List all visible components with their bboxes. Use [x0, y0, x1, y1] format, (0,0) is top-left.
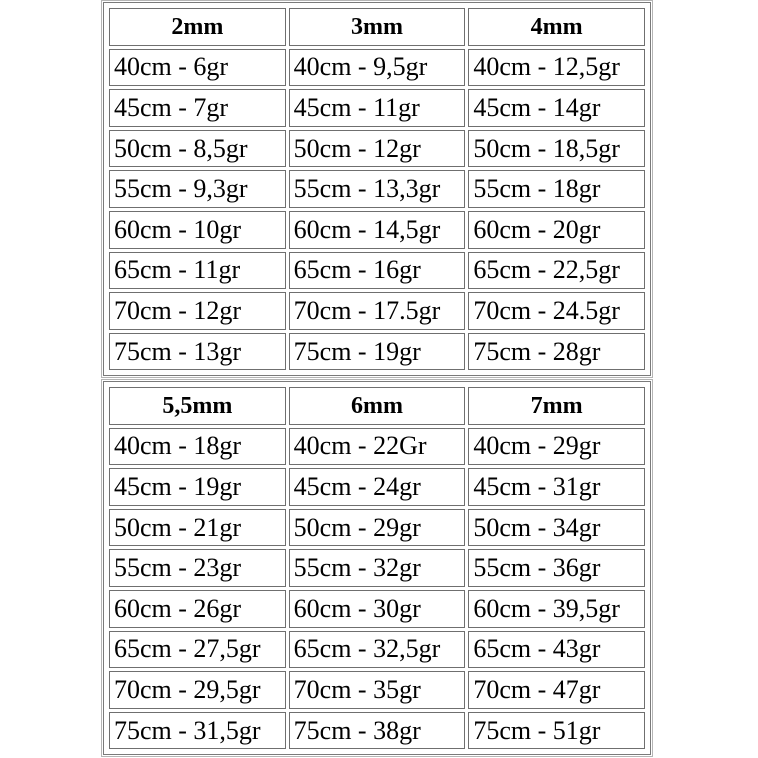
table-cell: 45cm - 19gr [109, 468, 286, 506]
column-header: 7mm [468, 387, 645, 425]
table-row [109, 49, 645, 87]
table-cell: 50cm - 34gr [468, 509, 645, 547]
table-cell: 75cm - 28gr [468, 333, 645, 371]
column-header: 3mm [289, 8, 466, 46]
table-cell: 40cm - 22Gr [289, 428, 466, 466]
table-cell: 50cm - 29gr [289, 509, 466, 547]
table-row [109, 292, 645, 330]
table-cell: 50cm - 18,5gr [468, 130, 645, 168]
table-cell: 65cm - 11gr [109, 252, 286, 290]
table-cell: 60cm - 39,5gr [468, 590, 645, 628]
table-row [109, 211, 645, 249]
table-cell: 50cm - 12gr [289, 130, 466, 168]
table-cell: 45cm - 31gr [468, 468, 645, 506]
table-row [109, 671, 645, 709]
column-header: 4mm [468, 8, 645, 46]
table-cell: 70cm - 35gr [289, 671, 466, 709]
table-cell: 75cm - 51gr [468, 712, 645, 750]
table-row [109, 89, 645, 127]
table-cell: 65cm - 22,5gr [468, 252, 645, 290]
table-cell: 70cm - 12gr [109, 292, 286, 330]
table-cell: 65cm - 32,5gr [289, 631, 466, 669]
table-cell: 75cm - 38gr [289, 712, 466, 750]
table-cell: 55cm - 9,3gr [109, 170, 286, 208]
table-cell: 70cm - 24.5gr [468, 292, 645, 330]
table-cell: 40cm - 29gr [468, 428, 645, 466]
table-row [109, 509, 645, 547]
column-header: 2mm [109, 8, 286, 46]
table-cell: 70cm - 17.5gr [289, 292, 466, 330]
table-cell: 45cm - 24gr [289, 468, 466, 506]
table-cell: 55cm - 18gr [468, 170, 645, 208]
table-row [109, 631, 645, 669]
table-row [109, 712, 645, 750]
table-cell: 50cm - 21gr [109, 509, 286, 547]
table-cell: 40cm - 12,5gr [468, 49, 645, 87]
table-header-row [109, 8, 645, 46]
table-cell: 75cm - 13gr [109, 333, 286, 371]
table-row [109, 333, 645, 371]
column-header: 6mm [289, 387, 466, 425]
table-row [109, 170, 645, 208]
table-cell: 60cm - 14,5gr [289, 211, 466, 249]
table-row [109, 252, 645, 290]
weight-table-5-5-6-7mm [103, 381, 651, 755]
table-row [109, 428, 645, 466]
table-cell: 40cm - 18gr [109, 428, 286, 466]
table-cell: 55cm - 23gr [109, 549, 286, 587]
column-header: 5,5mm [109, 387, 286, 425]
table-cell: 70cm - 29,5gr [109, 671, 286, 709]
table-row [109, 549, 645, 587]
table-cell: 60cm - 10gr [109, 211, 286, 249]
table-cell: 60cm - 20gr [468, 211, 645, 249]
table-header-row [109, 387, 645, 425]
table-cell: 45cm - 11gr [289, 89, 466, 127]
table-cell: 55cm - 13,3gr [289, 170, 466, 208]
table-row [109, 130, 645, 168]
table-cell: 75cm - 31,5gr [109, 712, 286, 750]
table-cell: 40cm - 9,5gr [289, 49, 466, 87]
table-row [109, 468, 645, 506]
table-cell: 55cm - 32gr [289, 549, 466, 587]
table-cell: 65cm - 27,5gr [109, 631, 286, 669]
table-cell: 70cm - 47gr [468, 671, 645, 709]
table-cell: 65cm - 16gr [289, 252, 466, 290]
table-cell: 55cm - 36gr [468, 549, 645, 587]
table-cell: 60cm - 30gr [289, 590, 466, 628]
table-cell: 60cm - 26gr [109, 590, 286, 628]
table-cell: 65cm - 43gr [468, 631, 645, 669]
table-cell: 40cm - 6gr [109, 49, 286, 87]
table-cell: 45cm - 14gr [468, 89, 645, 127]
table-cell: 50cm - 8,5gr [109, 130, 286, 168]
weight-table-2-3-4mm [103, 2, 651, 376]
table-cell: 75cm - 19gr [289, 333, 466, 371]
table-cell: 45cm - 7gr [109, 89, 286, 127]
table-row [109, 590, 645, 628]
